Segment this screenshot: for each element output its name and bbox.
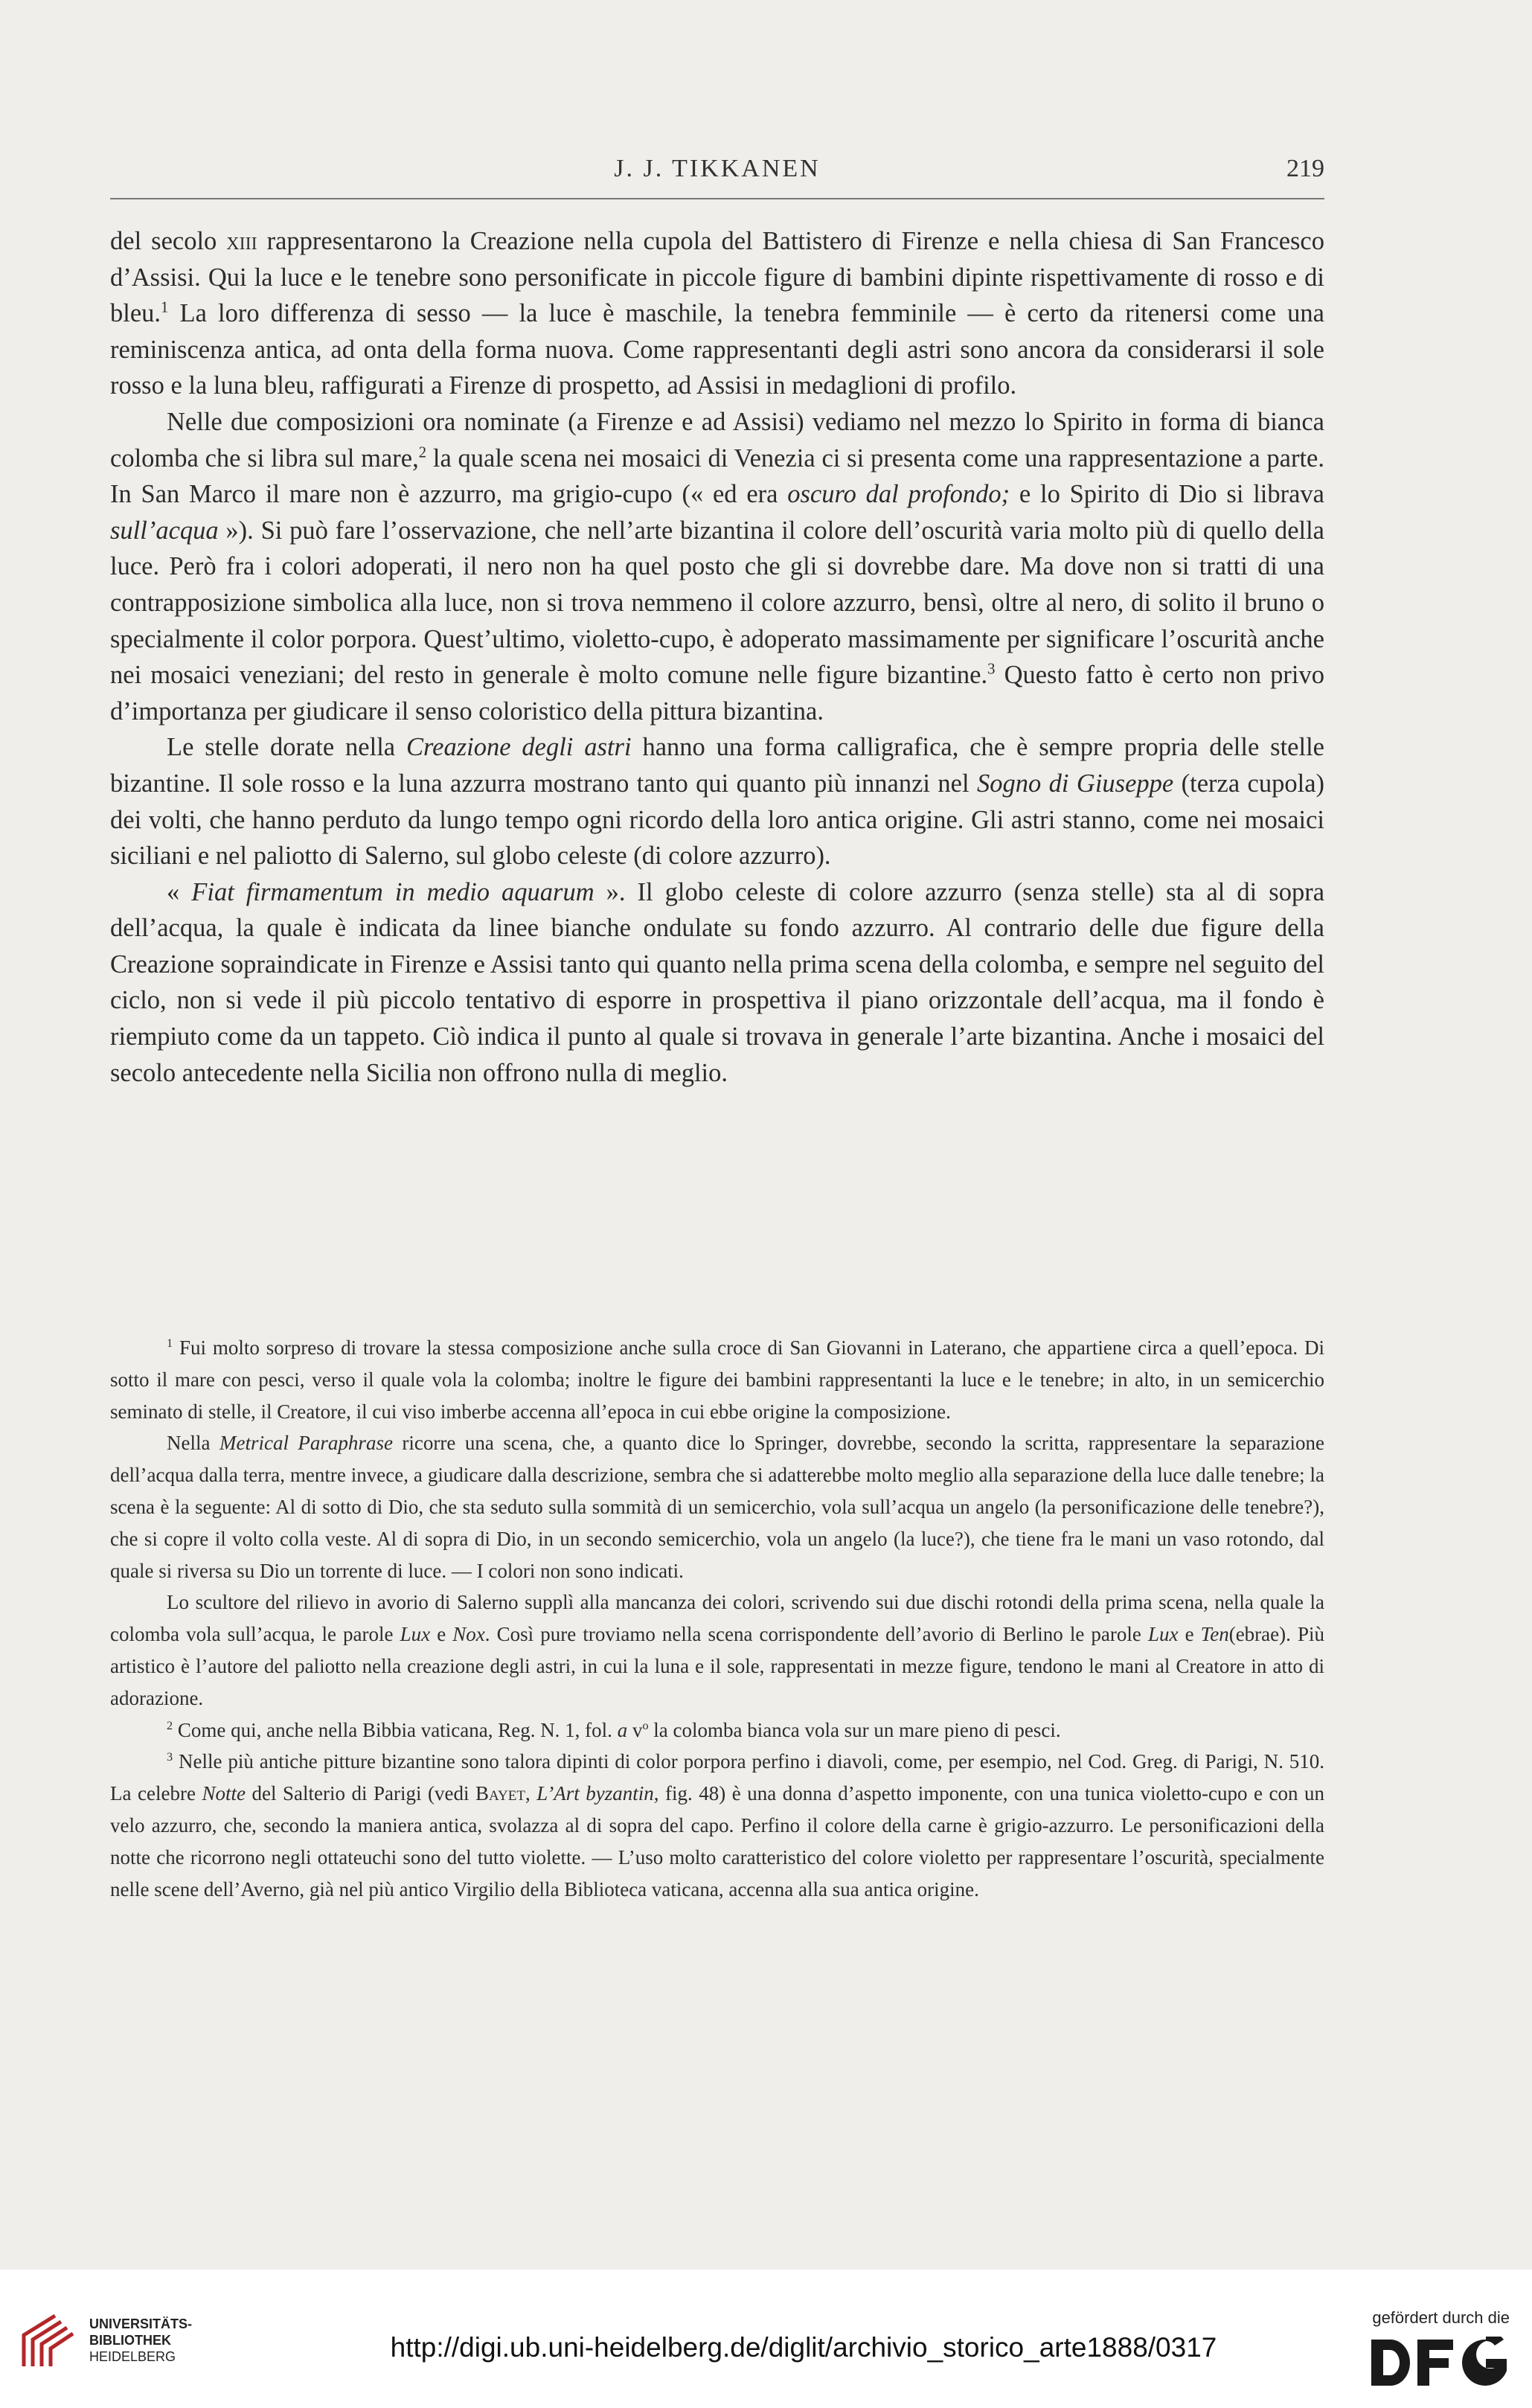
italic-text: Notte <box>202 1782 246 1805</box>
library-name-line2: BIBLIOTHEK <box>89 2333 171 2348</box>
text-run: Le stelle dorate nella <box>167 733 406 762</box>
library-name-line1: UNIVERSITÄTS- <box>89 2316 193 2331</box>
footnote <box>110 1332 1324 1427</box>
text-run: v <box>627 1718 643 1741</box>
body-paragraph <box>110 223 1324 404</box>
italic-text: L’Art byzantin <box>536 1782 654 1805</box>
text-run: ricorre una scena, che, a quanto dice lo Springer, dovrebbe, secondo la scritta, rappresentare la separazione dell’acqua dalla terra, mentre invece, a giudicare dalla descrizione, sembra che si adatterebbe molto meglio alla separazione della luce dalle tenebre; la scena è la seguente: Al di sotto di Dio, che sta seduto sulla sommità di un semicerchio, vola sull’acqua un angelo (la personificazione delle tenebre?), che si copre il volto colla veste. Al di sopra di Dio, in un secondo semicerchio, vola un angelo (la luce?), che tiene fra le mani un vaso rotondo, dal quale si riversa su Dio un torrente di luce. — I colori non sono indicati. <box>110 1432 1324 1582</box>
footnote-marker: 3 <box>987 661 996 678</box>
italic-text: Metrical Paraphrase <box>219 1432 393 1455</box>
university-library-logo-icon[interactable] <box>16 2310 80 2374</box>
italic-text: Sogno di Giuseppe <box>977 769 1174 798</box>
text-run: la quale scena nei mosaici di Venezia ci si presenta come una rappresentazione a parte. In San Marco il mare non è azzurro, ma grigio-cupo (« ed era <box>110 444 1324 509</box>
footnote <box>110 1746 1324 1905</box>
text-run: Come qui, anche nella Bibbia vaticana, Reg. N. 1, fol. <box>173 1718 618 1741</box>
small-caps-text: Bayet <box>475 1782 525 1805</box>
italic-text: Fiat firmamentum in medio aquarum <box>191 877 594 906</box>
italic-text: Nox <box>452 1623 485 1646</box>
text-run: e <box>1178 1623 1201 1646</box>
text-run: Nelle due composizioni ora nominate (a Firenze e ad Assisi) vediamo nel mezzo lo Spirito in forma di bianca colomba che si libra sul mare, <box>110 407 1324 473</box>
footnote-marker: 1 <box>167 1336 173 1350</box>
text-run: del secolo <box>110 227 227 255</box>
header-rule <box>110 198 1324 199</box>
text-run: la colomba bianca vola sur un mare pieno di pesci. <box>648 1718 1061 1741</box>
footnote-marker: 1 <box>161 299 169 316</box>
small-caps-text: xiii <box>226 227 257 255</box>
italic-text: a <box>617 1718 628 1741</box>
library-name[interactable] <box>89 2316 192 2365</box>
text-run: e lo Spirito di Dio si librava <box>1010 480 1324 509</box>
italic-text: Lux <box>1147 1623 1179 1646</box>
text-run: , fig. 48) è una donna d’aspetto imponente, con una tunica violetto-cupo e con un velo azzurro, che, secondo la maniera antica, svolazza al di sopra del capo. Perfino il colore della carne è grigio-azzurro. Le personificazioni della notte che ricorrono negli ottateuchi sono del tutto violette. — L’uso molto caratteristico del colore violetto per rappresentare l’oscurità, specialmente nelle scene dell’Averno, già nel più antico Virgilio della Biblioteca vaticana, accenna alla sua antica origine. <box>110 1782 1325 1901</box>
text-run: . Così pure troviamo nella scena corrispondente dell’avorio di Berlino le parole <box>484 1623 1148 1646</box>
footnote-marker: 2 <box>418 444 427 461</box>
text-run: (terza cupola) dei volti, che hanno perduto da lungo tempo ogni ricordo della loro antica origine. Gli astri stanno, come nei mosaici siciliani e nel paliotto di Salerno, sul globo celeste (di colore azzurro). <box>110 769 1324 871</box>
footnote-marker: 2 <box>167 1718 173 1732</box>
funder-caption: gefördert durch die <box>1372 2308 1510 2327</box>
italic-text: sull’acqua <box>110 516 219 545</box>
text-run: (ebrae). Più artistico è l’autore del paliotto nella creazione degli astri, in cui la luna e il sole, rappresentati in mezze figure, tendono le mani al Creatore in atto di adorazione. <box>110 1623 1324 1709</box>
footnotes <box>110 1332 1324 1905</box>
text-run: Nella <box>167 1432 219 1455</box>
italic-text: Ten <box>1200 1623 1229 1646</box>
text-run: Questo fatto è certo non privo d’importanza per giudicare il senso coloristico della pittura bizantina. <box>110 661 1324 726</box>
text-run: »). Si può fare l’osservazione, che nell’arte bizantina il colore dell’oscurità varia molto più di quello della luce. Però fra i colori adoperati, il nero non ha quel posto che gli si dovrebbe dare. Ma dove non si tratti di una contrapposizione simbolica alla luce, non si trova nemmeno il colore azzurro, bensì, oltre al nero, di solito il bruno o specialmente il color porpora. Quest’ultimo, violetto-cupo, è adoperato massimamente per significare l’oscurità anche nei mosaici veneziani; del resto in generale è molto comune nelle figure bizantine. <box>110 516 1324 690</box>
footnote <box>110 1427 1324 1586</box>
library-name-line3: HEIDELBERG <box>89 2349 176 2364</box>
text-run: del Salterio di Parigi (vedi <box>245 1782 476 1805</box>
body-paragraph <box>110 404 1324 729</box>
italic-text: Lux <box>400 1623 431 1646</box>
text-run: La loro differenza di sesso — la luce è maschile, la tenebra femminile — è certo da ritenersi come una reminiscenza antica, ad onta della forma nuova. Come rappresentanti degli astri sono ancora da considerarsi il sole rosso e la luna bleu, raffigurati a Firenze di prospetto, ad Assisi in medaglioni di profilo. <box>110 299 1324 400</box>
page-number: 219 <box>1286 155 1324 182</box>
text-run: Nelle più antiche pitture bizantine sono talora dipinti di color porpora perfino i diavoli, come, per esempio, nel Cod. Greg. di Parigi, N. 510. La celebre <box>110 1750 1324 1805</box>
text-run: hanno una forma calligrafica, che è sempre propria delle stelle bizantine. Il sole rosso e la luna azzurra mostrano tanto qui quanto più innanzi nel <box>110 733 1324 798</box>
italic-text: oscuro dal profondo; <box>787 480 1010 509</box>
text-run: Fui molto sorpreso di trovare la stessa composizione anche sulla croce di San Giovanni in Laterano, che appartiene circa a quell’epoca. Di sotto il mare con pesci, verso il quale vola la colomba; inoltre le figure dei bambini rappresentanti la luce e le tenebre; in alto, in un semicerchio seminato di stelle, il Creatore, il cui viso imberbe accenna all’epoca in cui ebbe origine la composizione. <box>110 1336 1324 1423</box>
body-text <box>110 223 1324 1091</box>
viewer-footer <box>0 2270 1532 2408</box>
italic-text: Creazione degli astri <box>406 733 632 762</box>
text-run: , <box>525 1782 537 1805</box>
text-run: rappresentarono la Creazione nella cupola del Battistero di Firenze e nella chiesa di San Francesco d’Assisi. Qui la luce e le tenebre sono personificate in piccole figure di bambini dipinte rispettivamente di rosso e di bleu. <box>110 227 1324 328</box>
footnote <box>110 1586 1324 1714</box>
page-header <box>110 155 1324 192</box>
footnote <box>110 1714 1324 1746</box>
footnote-marker: o <box>642 1718 649 1732</box>
text-run: « <box>167 877 192 906</box>
text-run: ». Il globo celeste di colore azzurro (senza stelle) sta al di sopra dell’acqua, la quale è indicata da linee bianche ondulate su fondo azzurro. Al contrario delle due figure della Creazione sopraindicate in Firenze e Assisi tanto qui quanto nella prima scena della colomba, e sempre nel seguito del ciclo, non si vede il più piccolo tentativo di esporre in prospettiva il piano orizzontale dell’acqua, ma il fondo è riempiuto come da un tappeto. Ciò indica il punto al quale si trovava in generale l’arte bizantina. Anche i mosaici del secolo antecedente nella Sicilia non offrono nulla di meglio. <box>110 877 1325 1087</box>
running-head: J. J. TIKKANEN <box>614 155 821 182</box>
text-run: e <box>430 1623 453 1646</box>
dfg-logo-icon[interactable] <box>1368 2337 1510 2389</box>
body-paragraph <box>110 729 1324 874</box>
footnote-marker: 3 <box>167 1750 173 1764</box>
permalink-url[interactable]: http://digi.ub.uni-heidelberg.de/diglit/archivio_storico_arte1888/0317 <box>390 2332 1217 2363</box>
text-run: Lo scultore del rilievo in avorio di Salerno supplì alla mancanza dei colori, scrivendo sui due dischi rotondi della prima scena, nella quale la colomba vola sull’acqua, le parole <box>110 1591 1324 1646</box>
body-paragraph <box>110 874 1324 1092</box>
